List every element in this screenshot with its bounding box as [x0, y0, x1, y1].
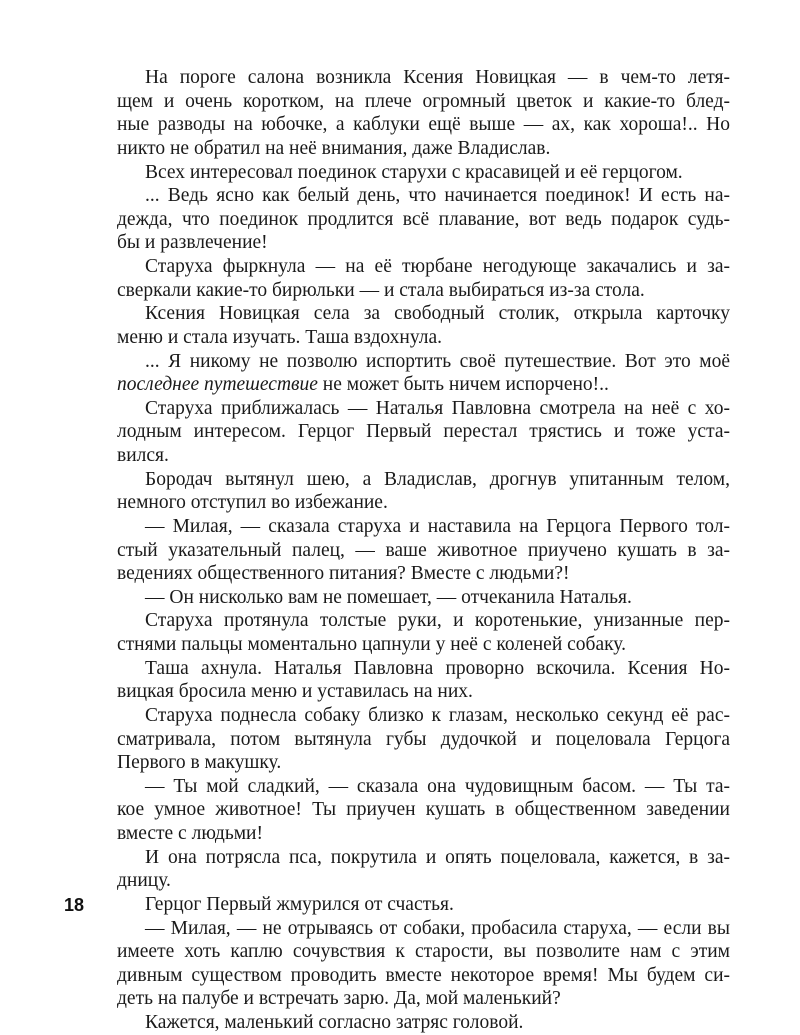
- text-fragment: не может быть ничем испорчено!..: [317, 374, 609, 396]
- text-line: — Милая, — сказала старуха и наставила на Герцога Первого тол-: [145, 515, 730, 537]
- text-line: Старуха приближалась — Наталья Павловна смотрела на неё с хо-: [145, 397, 730, 419]
- text-line: вместе с людьми!: [117, 823, 263, 844]
- text-line: ведениях общественного питания? Вместе с людьми?!: [117, 563, 570, 585]
- text-line: Первого в макушку.: [117, 752, 282, 774]
- paragraph: [117, 775, 730, 846]
- text-line: И она потрясла пса, покрутила и опять поцеловала, кажется, в за-: [145, 846, 730, 868]
- text-line: ... Я никому не позволю испортить своё путешествие. Вот это моё: [145, 350, 730, 372]
- text-line: Бородач вытянул шею, а Владислав, дрогнув упитанным телом,: [145, 468, 730, 490]
- text-line: сматривала, потом вытянула губы дудочкой и поцеловала Герцога: [117, 728, 730, 750]
- text-line: Старуха протянула толстые руки, и коротенькие, унизанные пер-: [145, 610, 730, 632]
- text-line: Всех интересовал поединок старухи с красавицей и её герцогом.: [145, 161, 683, 183]
- text-line: щем и очень коротком, на плече огромный цветок и какие-то блед-: [117, 90, 730, 112]
- text-line: сверкали какие-то бирюльки — и стала выбираться из-за стола.: [117, 279, 645, 301]
- page-number: 18: [64, 895, 85, 915]
- text-line: никто не обратил на неё внимания, даже Владислав.: [117, 137, 551, 159]
- paragraph: [117, 586, 730, 610]
- paragraph: [117, 893, 730, 917]
- text-line: На пороге салона возникла Ксения Новицкая — в чем-то летя-: [145, 67, 730, 88]
- paragraph: [117, 515, 730, 586]
- paragraph: [117, 302, 730, 349]
- paragraph: [117, 468, 730, 515]
- text-line: [117, 373, 730, 397]
- text-line: — Он нисколько вам не помешает, — отчеканила Наталья.: [145, 586, 632, 608]
- emphasis-text: последнее путешествие: [117, 374, 318, 396]
- text-line: стый указательный палец, — ваше животное приучено кушать в за-: [117, 539, 730, 561]
- text-line: меню и стала изучать. Таша вздохнула.: [117, 326, 442, 348]
- paragraph: [117, 161, 730, 185]
- text-line: вицкая бросила меню и уставилась на них.: [117, 681, 473, 703]
- text-line: бы и развлечение!: [117, 232, 268, 254]
- text-line: Старуха фыркнула — на её тюрбане негодующе закачались и за-: [145, 256, 730, 277]
- paragraph: [117, 255, 730, 302]
- paragraph: [117, 704, 730, 775]
- body-text: [117, 66, 730, 1035]
- text-line: немного отступил во избежание.: [117, 492, 388, 514]
- text-line: ные разводы на юбочке, а каблуки ещё выше — ах, как хороша!.. Но: [117, 114, 730, 136]
- paragraph: [117, 609, 730, 656]
- text-line: деть на палубе и встречать зарю. Да, мой маленький?: [117, 988, 561, 1010]
- text-line: ... Ведь ясно как белый день, что начинается поединок! И есть на-: [145, 185, 730, 207]
- paragraph: [117, 917, 730, 1012]
- text-line: Таша ахнула. Наталья Павловна проворно вскочила. Ксения Но-: [145, 657, 730, 679]
- text-line: имеете хоть каплю сочувствия к старости, вы позволите нам с этим: [117, 941, 730, 963]
- text-line: дницу.: [117, 870, 171, 892]
- paragraph: [117, 66, 730, 161]
- text-line: дежда, что поединок продлится всё плавание, вот ведь подарок судь-: [117, 208, 730, 230]
- text-line: лодным интересом. Герцог Первый перестал трястись и тоже уста-: [117, 421, 730, 443]
- text-line: Герцог Первый жмурился от счастья.: [145, 893, 454, 915]
- paragraph: [117, 657, 730, 704]
- paragraph: [117, 1011, 730, 1035]
- text-line: Ксения Новицкая села за свободный столик, открыла карточку: [145, 303, 730, 325]
- text-line: стнями пальцы моментально цапнули у неё с коленей собаку.: [117, 634, 626, 655]
- text-line: — Милая, — не отрываясь от собаки, пробасила старуха, — если вы: [145, 917, 730, 939]
- text-line: Кажется, маленький согласно затряс головой.: [145, 1012, 524, 1033]
- text-line: Старуха поднесла собаку близко к глазам, несколько секунд её рас-: [145, 704, 730, 726]
- text-line: кое умное животное! Ты приучен кушать в общественном заведении: [117, 799, 730, 821]
- text-line: — Ты мой сладкий, — сказала она чудовищным басом. — Ты та-: [145, 775, 730, 797]
- text-line: дивным существом проводить вместе некоторое время! Мы будем си-: [117, 964, 730, 986]
- paragraph: [117, 184, 730, 255]
- text-line: вился.: [117, 445, 169, 466]
- paragraph: [117, 397, 730, 468]
- paragraph: [117, 846, 730, 893]
- paragraph: [117, 350, 730, 397]
